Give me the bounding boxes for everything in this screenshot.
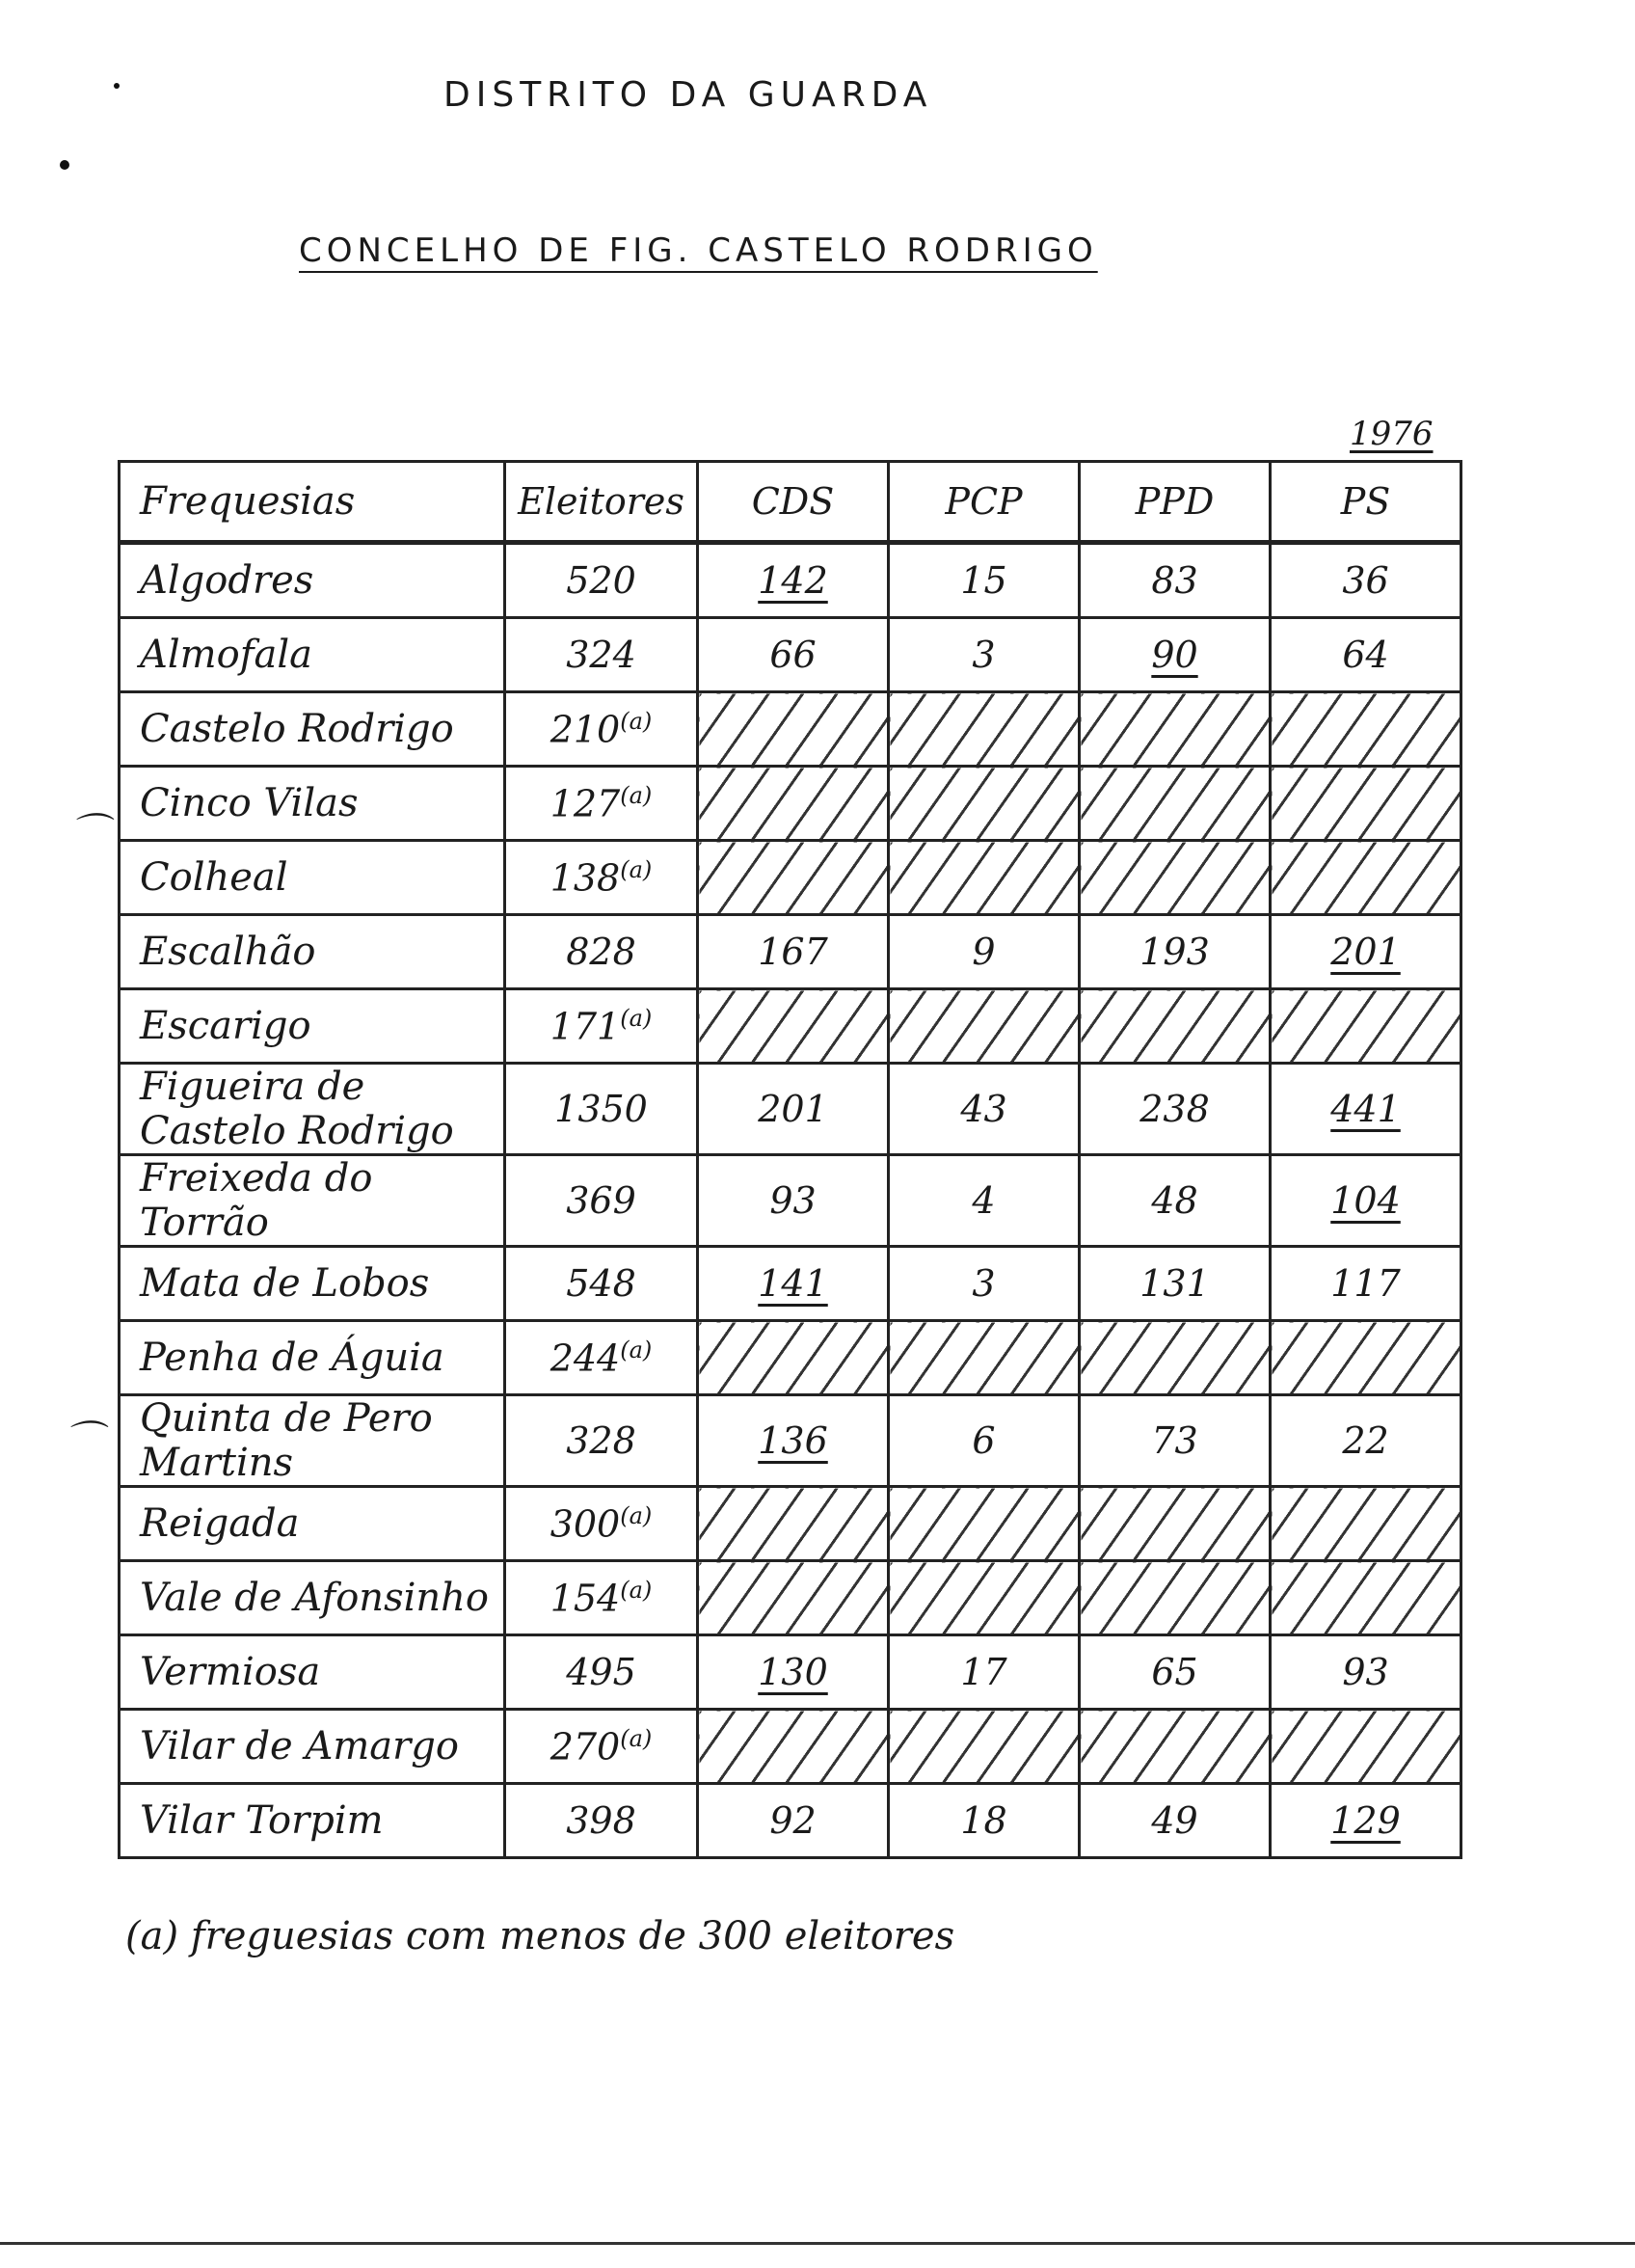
pcp-votes-cell: [889, 915, 1080, 989]
ppd-votes-cell: [1080, 1395, 1271, 1487]
ps-votes-cell: [1271, 1395, 1461, 1487]
column-header-ps: PS: [1271, 462, 1461, 543]
voters-value: 828: [566, 931, 636, 973]
cds-votes-cell: [698, 1635, 889, 1710]
hatched-cell: [1271, 841, 1461, 915]
ppd-votes: 90: [1151, 634, 1198, 676]
hatched-cell: [698, 841, 889, 915]
pcp-votes-cell: [889, 1784, 1080, 1858]
cds-votes-cell: [698, 1247, 889, 1321]
footnote-marker: (a): [620, 1576, 653, 1604]
hatched-cell: [889, 692, 1080, 767]
ppd-votes-cell: [1080, 1064, 1271, 1155]
hatched-cell: [1271, 1561, 1461, 1635]
footnote-marker: (a): [620, 1336, 653, 1364]
ppd-votes: 238: [1139, 1088, 1210, 1130]
pcp-votes-cell: [889, 618, 1080, 692]
cds-votes-cell: [698, 1784, 889, 1858]
ps-votes-cell: [1271, 1064, 1461, 1155]
pcp-votes-cell: [889, 1247, 1080, 1321]
ppd-votes-cell: [1080, 915, 1271, 989]
cds-votes: 167: [758, 931, 828, 973]
pcp-votes: 4: [972, 1179, 996, 1222]
ppd-votes-cell: [1080, 543, 1271, 618]
voters-cell: [505, 989, 698, 1064]
table-row: [120, 915, 1461, 989]
parish-name: Escalhão: [120, 915, 505, 989]
hatched-cell: [889, 1710, 1080, 1784]
hatched-cell: [698, 1487, 889, 1561]
cds-votes: 66: [769, 634, 817, 676]
voters-cell: [505, 1487, 698, 1561]
voters-value: 369: [566, 1179, 636, 1222]
table-row: [120, 1635, 1461, 1710]
hatched-cell: [889, 1487, 1080, 1561]
table-row: [120, 1487, 1461, 1561]
voters-cell: [505, 1561, 698, 1635]
voters-value: 270: [549, 1725, 621, 1768]
ppd-votes: 73: [1151, 1419, 1198, 1462]
voters-value: 171: [549, 1005, 621, 1048]
footnote-marker: (a): [620, 1724, 653, 1752]
table-row: [120, 1395, 1461, 1487]
results-table: [118, 460, 1462, 1859]
ppd-votes: 48: [1151, 1179, 1198, 1222]
table-row: [120, 618, 1461, 692]
table-header-row: [120, 462, 1461, 543]
ps-votes-cell: [1271, 915, 1461, 989]
ps-votes: 22: [1342, 1419, 1389, 1462]
voters-value: 495: [566, 1651, 636, 1693]
hatched-cell: [698, 1710, 889, 1784]
voters-value: 1350: [554, 1088, 648, 1130]
cds-votes-cell: [698, 1155, 889, 1247]
table-row: [120, 1710, 1461, 1784]
hatched-cell: [1080, 1487, 1271, 1561]
table-row: [120, 1561, 1461, 1635]
hatched-cell: [1271, 989, 1461, 1064]
pcp-votes-cell: [889, 1155, 1080, 1247]
parish-name: Escarigo: [120, 989, 505, 1064]
hatched-cell: [698, 1561, 889, 1635]
parish-name: Vale de Afonsinho: [120, 1561, 505, 1635]
year-label: 1976: [1350, 415, 1434, 453]
footnote: (a) freguesias com menos de 300 eleitores: [125, 1914, 955, 1958]
hatched-cell: [1271, 1321, 1461, 1395]
hatched-cell: [1271, 1710, 1461, 1784]
voters-cell: [505, 1395, 698, 1487]
cds-votes: 92: [769, 1799, 817, 1842]
ppd-votes: 193: [1139, 931, 1210, 973]
pcp-votes: 3: [972, 634, 996, 676]
ps-votes-cell: [1271, 1247, 1461, 1321]
ps-votes-cell: [1271, 1784, 1461, 1858]
voters-value: 398: [566, 1799, 636, 1842]
voters-value: 138: [549, 856, 621, 900]
ps-votes-cell: [1271, 1155, 1461, 1247]
ppd-votes: 65: [1151, 1651, 1198, 1693]
table-row: [120, 543, 1461, 618]
footnote-marker: (a): [620, 707, 653, 735]
pcp-votes: 15: [960, 559, 1007, 602]
voters-value: 520: [566, 559, 636, 602]
parish-name: Mata de Lobos: [120, 1247, 505, 1321]
ps-votes: 104: [1330, 1179, 1401, 1222]
parish-name: Cinco Vilas: [120, 767, 505, 841]
cds-votes-cell: [698, 543, 889, 618]
cds-votes-cell: [698, 915, 889, 989]
hatched-cell: [1080, 692, 1271, 767]
pcp-votes-cell: [889, 1064, 1080, 1155]
parish-name: Vermiosa: [120, 1635, 505, 1710]
table-body: [120, 543, 1461, 1858]
hatched-cell: [889, 841, 1080, 915]
ps-votes: 117: [1330, 1262, 1401, 1305]
cds-votes: 141: [758, 1262, 828, 1305]
hatched-cell: [1080, 1710, 1271, 1784]
parish-name: Reigada: [120, 1487, 505, 1561]
parish-name: Colheal: [120, 841, 505, 915]
parish-name: Vilar Torpim: [120, 1784, 505, 1858]
pcp-votes-cell: [889, 543, 1080, 618]
voters-cell: [505, 915, 698, 989]
ink-dot: [114, 83, 120, 89]
ps-votes-cell: [1271, 618, 1461, 692]
hatched-cell: [889, 1321, 1080, 1395]
ps-votes: 36: [1342, 559, 1389, 602]
hatched-cell: [698, 1321, 889, 1395]
pcp-votes-cell: [889, 1395, 1080, 1487]
parish-name: Figueira de Castelo Rodrigo: [120, 1064, 505, 1155]
cds-votes: 142: [758, 559, 828, 602]
parish-name: Freixeda do Torrão: [120, 1155, 505, 1247]
hatched-cell: [1080, 841, 1271, 915]
footnote-marker: (a): [620, 855, 653, 883]
footnote-marker: (a): [620, 781, 653, 809]
table-row: [120, 841, 1461, 915]
ppd-votes-cell: [1080, 1247, 1271, 1321]
ppd-votes-cell: [1080, 618, 1271, 692]
voters-value: 324: [566, 634, 636, 676]
voters-value: 328: [566, 1419, 636, 1462]
voters-value: 154: [549, 1577, 621, 1620]
hatched-cell: [1271, 767, 1461, 841]
pcp-votes-cell: [889, 1635, 1080, 1710]
ps-votes-cell: [1271, 543, 1461, 618]
ppd-votes-cell: [1080, 1635, 1271, 1710]
ppd-votes: 83: [1151, 559, 1198, 602]
hatched-cell: [1080, 1561, 1271, 1635]
hatched-cell: [889, 989, 1080, 1064]
cds-votes: 201: [758, 1088, 828, 1130]
pcp-votes: 17: [960, 1651, 1007, 1693]
table-row: [120, 1155, 1461, 1247]
ppd-votes-cell: [1080, 1155, 1271, 1247]
parish-name: Algodres: [120, 543, 505, 618]
cds-votes-cell: [698, 618, 889, 692]
parish-name: Vilar de Amargo: [120, 1710, 505, 1784]
hatched-cell: [1271, 1487, 1461, 1561]
hatched-cell: [1271, 692, 1461, 767]
ps-votes: 201: [1330, 931, 1401, 973]
voters-cell: [505, 767, 698, 841]
footnote-marker: (a): [620, 1501, 653, 1529]
voters-cell: [505, 692, 698, 767]
voters-cell: [505, 1321, 698, 1395]
ps-votes: 93: [1342, 1651, 1389, 1693]
ppd-votes: 49: [1151, 1799, 1198, 1842]
cds-votes: 130: [758, 1651, 828, 1693]
check-mark: ⌒: [64, 1418, 102, 1463]
column-header-ppd: PPD: [1080, 462, 1271, 543]
ps-votes-cell: [1271, 1635, 1461, 1710]
footnote-marker: (a): [620, 1004, 653, 1032]
hatched-cell: [889, 767, 1080, 841]
hatched-cell: [1080, 989, 1271, 1064]
district-title: DISTRITO DA GUARDA: [443, 75, 933, 115]
voters-cell: [505, 841, 698, 915]
hatched-cell: [1080, 767, 1271, 841]
column-header-freguesias: Frequesias: [120, 462, 505, 543]
cds-votes-cell: [698, 1395, 889, 1487]
hatched-cell: [1080, 1321, 1271, 1395]
pcp-votes: 43: [960, 1088, 1007, 1130]
hatched-cell: [889, 1561, 1080, 1635]
voters-value: 300: [549, 1502, 621, 1546]
ink-dot: [60, 160, 69, 170]
ppd-votes: 131: [1139, 1262, 1210, 1305]
table-row: [120, 1247, 1461, 1321]
table-row: [120, 1064, 1461, 1155]
hatched-cell: [698, 767, 889, 841]
ps-votes: 64: [1342, 634, 1389, 676]
column-header-cds: CDS: [698, 462, 889, 543]
cds-votes: 136: [758, 1419, 828, 1462]
table-row: [120, 1784, 1461, 1858]
cds-votes: 93: [769, 1179, 817, 1222]
pcp-votes: 9: [972, 931, 996, 973]
hatched-cell: [698, 692, 889, 767]
voters-value: 548: [566, 1262, 636, 1305]
voters-cell: [505, 1064, 698, 1155]
cds-votes-cell: [698, 1064, 889, 1155]
check-mark: ⌒: [69, 811, 108, 855]
pcp-votes: 6: [972, 1419, 996, 1462]
parish-name: Quinta de Pero Martins: [120, 1395, 505, 1487]
voters-cell: [505, 543, 698, 618]
ps-votes: 129: [1330, 1799, 1401, 1842]
ps-votes: 441: [1330, 1088, 1401, 1130]
voters-cell: [505, 1635, 698, 1710]
bottom-rule: [0, 2242, 1635, 2245]
parish-name: Penha de Águia: [120, 1321, 505, 1395]
voters-value: 244: [549, 1336, 621, 1380]
voters-value: 127: [549, 782, 621, 825]
column-header-eleitores: Eleitores: [505, 462, 698, 543]
table-row: [120, 1321, 1461, 1395]
table-row: [120, 767, 1461, 841]
table-row: [120, 692, 1461, 767]
parish-name: Almofala: [120, 618, 505, 692]
voters-cell: [505, 1155, 698, 1247]
table-row: [120, 989, 1461, 1064]
hatched-cell: [698, 989, 889, 1064]
pcp-votes: 18: [960, 1799, 1007, 1842]
parish-name: Castelo Rodrigo: [120, 692, 505, 767]
ppd-votes-cell: [1080, 1784, 1271, 1858]
voters-cell: [505, 1710, 698, 1784]
council-title: CONCELHO DE FIG. CASTELO RODRIGO: [299, 231, 1098, 270]
voters-cell: [505, 1247, 698, 1321]
column-header-pcp: PCP: [889, 462, 1080, 543]
voters-cell: [505, 618, 698, 692]
voters-value: 210: [549, 708, 621, 751]
pcp-votes: 3: [972, 1262, 996, 1305]
voters-cell: [505, 1784, 698, 1858]
